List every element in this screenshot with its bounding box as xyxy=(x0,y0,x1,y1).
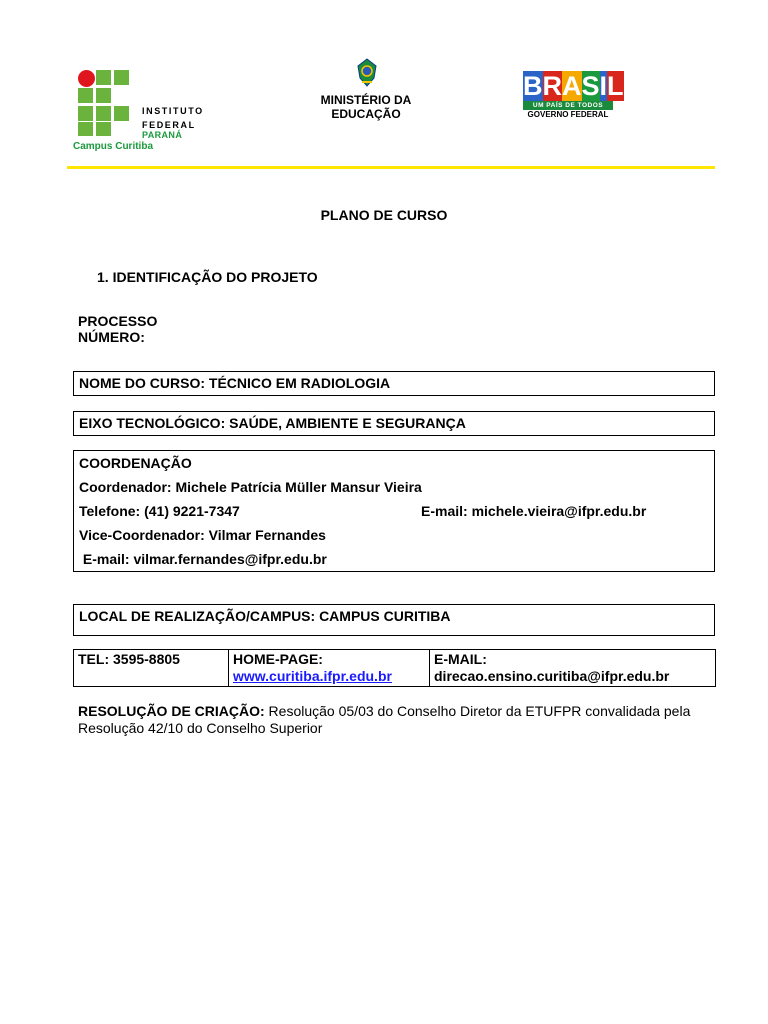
homepage-cell xyxy=(229,650,430,687)
contact-row xyxy=(74,650,716,687)
if-logo-line1: INSTITUTO xyxy=(142,106,204,116)
ministerio-line2: EDUCAÇÃO xyxy=(331,107,401,121)
eixo-tecnologico: EIXO TECNOLÓGICO: SAÚDE, AMBIENTE E SEGURANÇA xyxy=(79,415,466,431)
processo-label: PROCESSO xyxy=(78,313,158,329)
tel-value: TEL: 3595-8805 xyxy=(78,651,180,667)
processo-numero xyxy=(78,313,157,345)
if-logo xyxy=(78,70,130,136)
nome-curso: NOME DO CURSO: TÉCNICO EM RADIOLOGIA xyxy=(79,375,391,391)
governo-federal-label: GOVERNO FEDERAL xyxy=(527,110,609,119)
section-heading: 1. IDENTIFICAÇÃO DO PROJETO xyxy=(97,269,318,285)
coordenacao-box xyxy=(73,450,715,572)
brasil-governo-federal-logo xyxy=(523,71,624,119)
local-box xyxy=(73,604,715,636)
coat-of-arms-icon xyxy=(356,58,378,88)
ministerio-label xyxy=(300,93,432,121)
if-logo-text xyxy=(142,104,204,140)
email-label: E-MAIL: xyxy=(434,651,487,667)
if-logo-line3: PARANÁ xyxy=(142,130,183,140)
brasil-letters xyxy=(523,71,624,101)
coordenador: Coordenador: Michele Patrícia Müller Mansur Vieira xyxy=(79,479,422,495)
email-cell xyxy=(430,650,716,687)
document-title: PLANO DE CURSO xyxy=(320,207,448,223)
numero-label: NÚMERO: xyxy=(78,329,145,345)
coordenador-telefone: Telefone: (41) 9221-7347 xyxy=(79,503,240,519)
brasil-letter: B xyxy=(523,71,543,101)
email-value: direcao.ensino.curitiba@ifpr.edu.br xyxy=(434,668,670,684)
brasil-letter: I xyxy=(599,71,608,101)
ministerio-line1: MINISTÉRIO DA xyxy=(320,93,412,107)
header-divider xyxy=(67,166,715,169)
contact-table xyxy=(73,649,716,687)
vice-coordenador-email: E-mail: vilmar.fernandes@ifpr.edu.br xyxy=(79,551,327,567)
brasil-slogan: UM PAÍS DE TODOS xyxy=(523,101,613,110)
resolucao-label: RESOLUÇÃO DE CRIAÇÃO: xyxy=(78,703,265,719)
coordenacao-heading: COORDENAÇÃO xyxy=(79,455,192,471)
if-logo-red-circle-icon xyxy=(78,70,95,87)
campus-label: Campus Curitiba xyxy=(73,141,154,152)
nome-curso-box xyxy=(73,371,715,396)
coordenador-contact-row xyxy=(79,499,709,523)
brasil-letter: A xyxy=(562,71,582,101)
resolucao-text: Resolução 05/03 do Conselho Diretor da ETUFPR convalidada pela Resolução 42/10 do Conselho Superior xyxy=(78,703,691,736)
homepage-label: HOME-PAGE: xyxy=(233,651,323,667)
brasil-letter: S xyxy=(581,71,600,101)
coordenador-email: E-mail: michele.vieira@ifpr.edu.br xyxy=(421,503,647,519)
if-logo-line2: FEDERAL xyxy=(142,120,196,130)
brasil-letter: L xyxy=(607,71,624,101)
brasil-letter: R xyxy=(542,71,562,101)
resolucao-paragraph xyxy=(78,703,718,737)
vice-coordenador: Vice-Coordenador: Vilmar Fernandes xyxy=(79,527,326,543)
local-realizacao: LOCAL DE REALIZAÇÃO/CAMPUS: CAMPUS CURITIBA xyxy=(79,608,451,624)
homepage-link[interactable]: www.curitiba.ifpr.edu.br xyxy=(233,668,392,684)
eixo-box xyxy=(73,411,715,436)
tel-cell xyxy=(74,650,229,687)
